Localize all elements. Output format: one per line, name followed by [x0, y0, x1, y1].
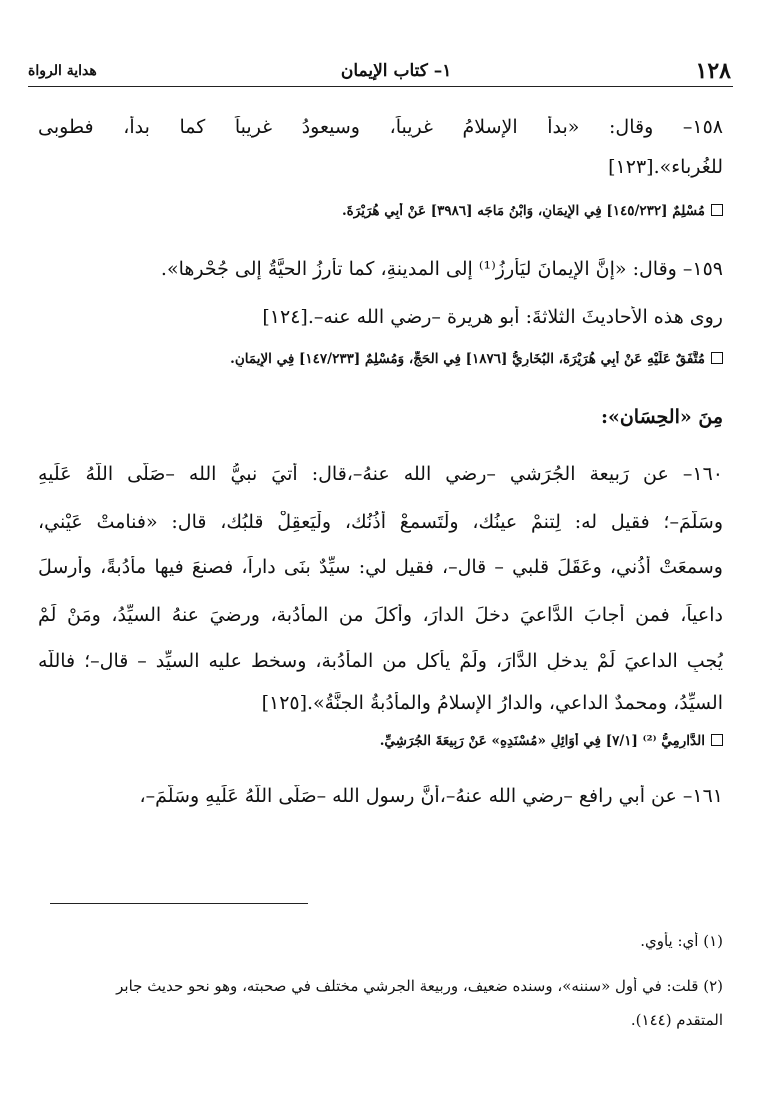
- source-160: [38, 733, 723, 749]
- section-heading: مِنَ «الحِسَان»:: [600, 406, 723, 428]
- square-bullet-icon: [711, 352, 723, 364]
- footnote-2-line-2: المتقدم (١٤٤).: [630, 1011, 723, 1029]
- source-159-text: مُتَّفَقٌ عَلَيْهِ عَنْ أَبِي هُرَيْرَةَ، البُخَارِيُّ [١٨٧٦] فِي الحَجِّ، وَمُسْلِمٌ [١٤٧/٢٣٣] فِي الإِيمَانِ.: [230, 351, 705, 367]
- header-rule: [28, 86, 733, 87]
- footnote-rule: [50, 903, 308, 904]
- square-bullet-icon: [711, 734, 723, 746]
- chapter-title: ١– كتاب الإيمان: [340, 61, 452, 81]
- page-number: ١٢٨: [695, 58, 731, 84]
- hadith-158-line-2: للغُرباء».[١٢٣]: [608, 156, 723, 178]
- source-160-text: الدَّارِمِيُّ ⁽²⁾ [٧/١] فِي أَوَائِلِ «مُسْنَدِهِ» عَنْ رَبِيعَةَ الجُرَشِيِّ.: [379, 733, 705, 749]
- footnote-1: (١) أي: يأوي.: [640, 932, 723, 950]
- hadith-160-line-1: ١٦٠– عن رَبيعة الجُرَشي –رضي الله عنهُ–،قال: أُتيَ نبيُّ الله –صَلَّى اللَّهُ عَلَيهِ: [38, 463, 723, 485]
- footnote-2-line-1: (٢) قلت: في أول «سننه»، وسنده ضعيف، وربيعة الجرشي مختلف في صحبته، وهو نحو حديث جابر: [116, 977, 723, 995]
- hadith-159-line-2: روى هذه الأحاديثَ الثلاثةَ: أبو هريرة –رضي الله عنه–.[١٢٤]: [262, 306, 723, 328]
- hadith-160-line-5: يُجبِ الداعيَ لَمْ يدخلِ الدَّارَ، ولَمْ يأكل من المأدُبة، وسخط عليه السيِّد – قال–؛ فاللَّه: [38, 650, 723, 672]
- square-bullet-icon: [711, 204, 723, 216]
- hadith-160-line-4: داعياً، فمن أجابَ الدَّاعيَ دخلَ الدارَ، وأكلَ من المأدُبة، ورضيَ عنهُ السيِّدُ، ومَنْ لَمْ: [38, 604, 723, 626]
- running-header: [28, 56, 731, 86]
- hadith-160-line-3: وسمعَتْ أُذُني، وعَقَلَ قلبي – قال–، فقيل لي: سيِّدٌ بنَى داراً، فصنعَ فيها مأدُبةً، وأرسلَ: [38, 556, 723, 578]
- hadith-160-line-2: وسَلَّمَ–؛ فقيل له: لِتنمْ عينُك، ولْتَسمعْ أذُنُك، ولْيَعقِلْ قلبُك، قال: «فنامتْ عَيْني،: [38, 511, 723, 533]
- source-158-text: مُسْلِمٌ [١٤٥/٢٣٢] فِي الإِيمَانِ، وَابْنُ مَاجَه [٣٩٨٦] عَنْ أَبِي هُرَيْرَةَ.: [341, 203, 705, 219]
- hadith-161-line-1: ١٦١– عن أبي رافعٍ –رضي الله عنهُ–،أنَّ رسول الله –صَلَّى اللَّهُ عَلَيهِ وسَلَّمَ–،: [139, 785, 723, 807]
- hadith-160-line-6: السيِّدُ، ومحمدٌ الداعي، والدارُ الإسلامُ والمأدُبةُ الجنَّةُ».[١٢٥]: [261, 692, 723, 714]
- book-title: هداية الرواة: [28, 63, 97, 79]
- hadith-158-line-1: ١٥٨– وقال: «بدأ الإسلامُ غريباً، وسيعودُ غريباً كما بدأ، فطوبى: [38, 116, 723, 138]
- hadith-159-line-1: ١٥٩– وقال: «إنَّ الإيمانَ ليَأرِزُ⁽¹⁾ إلى المدينةِ، كما تأرِزُ الحيَّةُ إلى جُحْرِها».: [160, 258, 723, 280]
- source-158: [38, 203, 723, 219]
- source-159: [38, 351, 723, 367]
